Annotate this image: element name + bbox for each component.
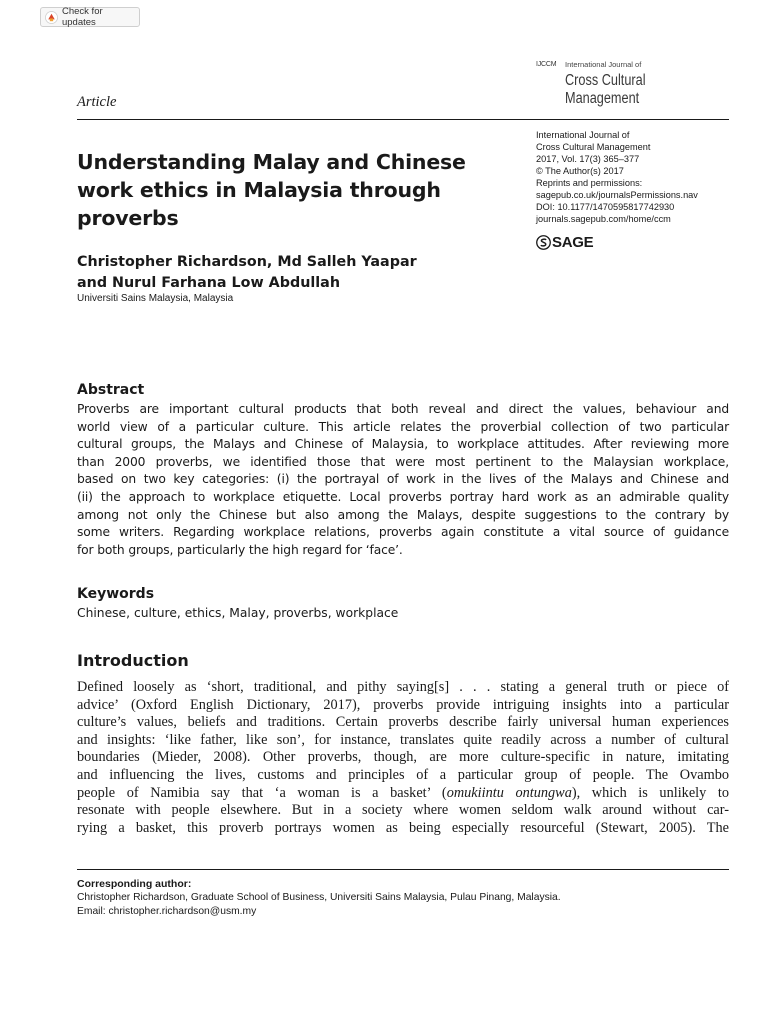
introduction-text <box>77 679 729 837</box>
body-line: and insights: ‘like father, like son’, for instance, translates quite readily across a number of cultural <box>77 731 729 748</box>
body-line: culture’s values, beliefs and traditions. Certain proverbs describe fairly universal human experiences <box>77 714 729 731</box>
sage-logo <box>536 234 593 250</box>
abstract-line: some writers. Regarding workplace relations, proverbs again constitute a vital source of guidance <box>77 525 729 540</box>
meta-doi[interactable]: DOI: 10.1177/1470595817742930 <box>536 202 675 212</box>
affiliation: Universiti Sains Malaysia, Malaysia <box>77 293 234 304</box>
journal-logo-subtitle: International Journal of <box>565 60 642 69</box>
abstract-line: Proverbs are important cultural products that both reveal and direct the values, behaviour and <box>77 402 729 416</box>
footnote-rule <box>77 869 729 870</box>
abstract-line: for both groups, particularly the high regard for ‘face’. <box>77 542 403 557</box>
abstract-line: than 2000 proverbs, we identified those that were most pertinent to the Malaysian workplace, <box>77 454 729 469</box>
authors-line: and Nurul Farhana Low Abdullah <box>77 275 340 291</box>
authors-line: Christopher Richardson, Md Salleh Yaapar <box>77 254 417 270</box>
abstract-text <box>77 401 729 559</box>
journal-logo-abbr: IJCCM <box>536 61 557 68</box>
body-line: and influencing the lives, customs and principles of a particular group of people. The Ovambo <box>77 766 729 783</box>
keywords-text: Chinese, culture, ethics, Malay, proverbs, workplace <box>77 606 399 620</box>
meta-journal-line2: Cross Cultural Management <box>536 142 651 152</box>
title-line: Understanding Malay and Chinese <box>77 150 466 174</box>
keywords-heading: Keywords <box>77 586 155 602</box>
journal-logo-name-line1: Cross Cultural <box>565 72 646 89</box>
check-for-updates-button[interactable] <box>40 7 140 27</box>
sage-logo-icon <box>536 235 551 250</box>
check-for-updates-icon <box>45 11 58 24</box>
header-rule <box>77 119 729 120</box>
meta-volume: 2017, Vol. 17(3) 365–377 <box>536 154 640 164</box>
abstract-line: (ii) the approach to workplace etiquette. Local proverbs portray hard work as an admirable quality <box>77 489 729 504</box>
proverb-italic: omukiintu ontungwa <box>446 784 572 801</box>
journal-meta <box>536 129 736 225</box>
authors <box>77 252 417 294</box>
sage-logo-text: SAGE <box>552 233 594 251</box>
introduction-heading: Introduction <box>77 651 189 670</box>
journal-logo-name-line2: Management <box>565 90 640 107</box>
body-line: boundaries (Mieder, 2008). Other proverbs, though, are more culture-specific in nature, imitating <box>77 749 729 766</box>
title-line: work ethics in Malaysia through <box>77 178 441 202</box>
meta-reprints: Reprints and permissions: <box>536 178 643 188</box>
abstract-heading: Abstract <box>77 382 145 398</box>
article-title <box>77 148 497 232</box>
journal-logo-name <box>565 72 646 108</box>
title-line: proverbs <box>77 206 179 230</box>
corresponding-author-heading: Corresponding author: <box>77 878 192 890</box>
meta-permissions-link[interactable]: sagepub.co.uk/journalsPermissions.nav <box>536 190 698 200</box>
body-line: advice’ (Oxford English Dictionary, 2017), proverbs provide intriguing insights into a particular <box>77 696 729 713</box>
body-line: Defined loosely as ‘short, traditional, and pithy saying[s] . . . stating a general truth or piece of <box>77 679 729 695</box>
body-line: rying a basket, this proverb portrays women as being especially resourceful (Stewart, 2005). The <box>77 819 729 836</box>
article-type-label: Article <box>77 94 117 110</box>
meta-journal-link[interactable]: journals.sagepub.com/home/ccm <box>536 214 671 224</box>
body-line: resonate with people elsewhere. But in a society where women seldom walk around without car- <box>77 802 729 819</box>
meta-journal-line1: International Journal of <box>536 130 630 140</box>
abstract-line: based on two key categories: (i) the portrayal of work in the lives of the Malays and Chinese and <box>77 472 729 487</box>
body-line-segment: people of Namibia say that ‘a woman is a basket’ ( <box>77 784 447 801</box>
abstract-line: world view of a particular culture. This article relates the proverbial collection of two particular <box>77 419 729 434</box>
abstract-line: among not only the Chinese but also among the Malays, despite suggestions to the contrary by <box>77 507 729 522</box>
meta-copyright: © The Author(s) 2017 <box>536 166 624 176</box>
check-for-updates-label: Check for updates <box>61 6 103 28</box>
abstract-line: cultural groups, the Malays and Chinese of Malaysia, to workplace attitudes. After reviewing more <box>77 437 729 452</box>
body-line <box>77 785 729 803</box>
corresponding-author-email[interactable]: Email: christopher.richardson@usm.my <box>77 906 257 917</box>
corresponding-author-address: Christopher Richardson, Graduate School of Business, Universiti Sains Malaysia, Pulau Pinang, Malaysia. <box>77 892 561 903</box>
body-line-segment: ), which is unlikely to <box>571 784 729 801</box>
